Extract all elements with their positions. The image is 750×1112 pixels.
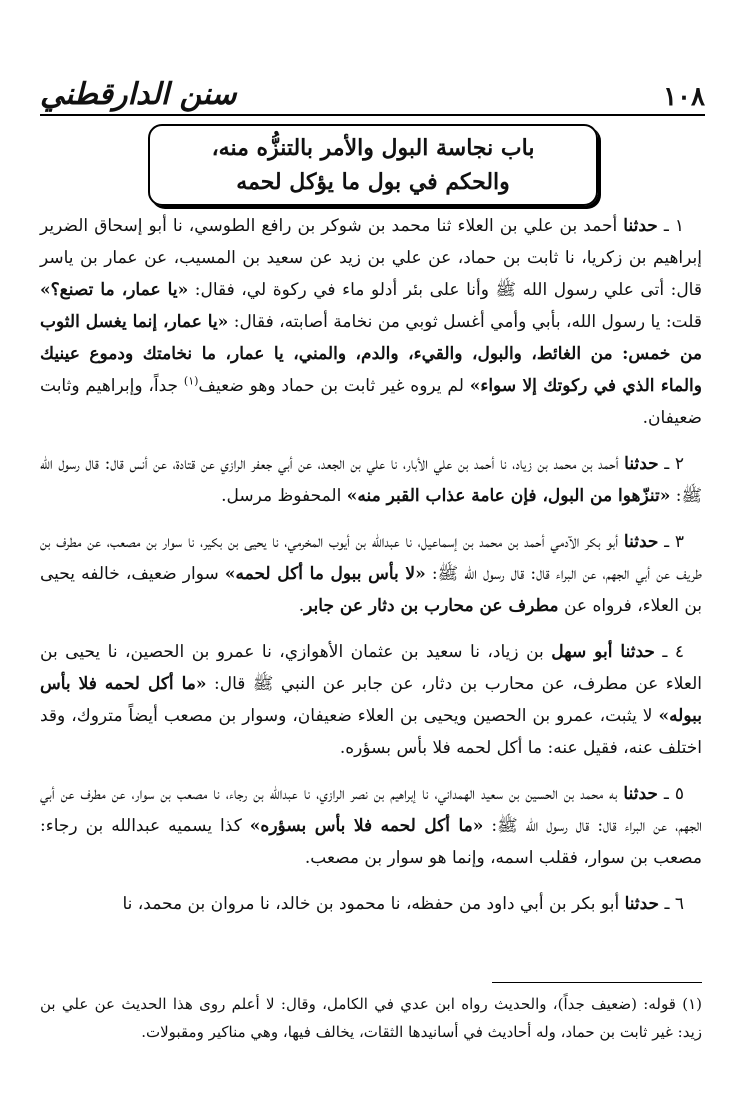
hadith-text: لا يثبت، عمرو بن الحصين ويحيى بن العلاء ضعيفان، وسوار بن مصعب أيضاً متروك، وقد اختلف عنه، فقيل عنه: ما أكل لحمه فلا بأس بسؤره. xyxy=(40,706,702,758)
hadith-number: ٥ ـ xyxy=(657,784,684,804)
hadith-6 xyxy=(40,888,702,920)
chapter-title-box xyxy=(148,124,598,206)
hadith-number: ٦ ـ xyxy=(659,894,684,914)
hadith-5 xyxy=(40,778,702,874)
hadith-number: ٤ ـ xyxy=(654,642,684,662)
hadith-2 xyxy=(40,448,702,512)
page-header xyxy=(40,62,705,112)
hadith-text: أحمد بن علي بن العلاء ثنا محمد بن شوكر بن رافع الطوسي، نا أبو إسحاق الضرير إبراهيم بن زكريا، نا ثابت بن حماد، عن علي بن زيد عن سعيد بن المسيب، عن عمار بن ياسر قال: أتى علي رسول الله ﷺ وأنا على بئر أدلو ماء في ركوة لي، فقال: xyxy=(40,216,702,300)
chapter-title-line-1: باب نجاسة البول والأمر بالتنزُّه منه، xyxy=(211,135,535,161)
hadith-text: سوار ضعيف، خالفه يحيى بن العلاء، فرواه عن xyxy=(40,564,702,616)
hadith-text: قلت: يا رسول الله، بأبي وأمي أغسل ثوبي من نخامة أصابته، فقال: xyxy=(228,312,702,332)
hadith-text: أبو بكر بن أبي داود من حفظه، نا محمود بن خالد، نا مروان بن محمد، نا xyxy=(122,894,625,914)
hadith-number: ٣ ـ xyxy=(658,532,684,552)
hadith-opening: حدثنا xyxy=(623,216,658,236)
hadith-opening: حدثنا xyxy=(623,784,658,804)
hadith-1 xyxy=(40,210,702,434)
hadith-quote: «يا عمار، إنما يغسل الثوب من خمس: من الغائط، والبول، والقيء، والدم، والمني، يا عمار، ما نخامتك ودموع عينيك والماء الذي في ركوتك إلا سواء» xyxy=(40,312,702,396)
footnote-marker: (١) xyxy=(682,995,702,1013)
hadith-text: لم يروه غير ثابت بن حماد وهو ضعيف xyxy=(198,376,470,396)
book-title: سنن الدارقطني xyxy=(40,77,237,112)
hadith-text: . xyxy=(298,596,305,616)
main-text xyxy=(40,210,702,934)
hadith-quote: «يا عمار، ما تصنع؟» xyxy=(40,280,189,300)
footnote-text: قوله: (ضعيف جداً)، والحديث رواه ابن عدي في الكامل، وقال: لا أعلم روى هذا الحديث عن علي بن زيد: غير ثابت بن حماد، وله أحاديث في أسانيدها الثقات، يخالف فيها، وهي مناكير ومقبولات. xyxy=(40,995,702,1041)
hadith-text: بن زياد، نا سعيد بن عثمان الأهوازي، نا عمرو بن الحصين، نا يحيى بن العلاء عن مطرف، عن محارب بن دثار، عن جابر عن النبي ﷺ قال: xyxy=(40,642,702,694)
hadith-text: كذا يسميه عبدالله بن رجاء: مصعب بن سوار، فقلب اسمه، وإنما هو سوار بن مصعب. xyxy=(40,816,702,868)
hadith-3 xyxy=(40,526,702,622)
footnote xyxy=(40,990,702,1046)
hadith-number: ٢ ـ xyxy=(658,454,684,474)
hadith-opening: حدثنا xyxy=(623,532,659,552)
hadith-opening: حدثنا xyxy=(624,894,660,914)
hadith-text: أبو بكر الآدمي أحمد بن محمد بن إسماعيل، نا عبدالله بن أيوب المخرمي، نا يحيى بن بكير، نا سوار بن مصعب، عن مطرف بن طريف عن أبي الجهم، عن البراء قال: قال رسول الله ﷺ: xyxy=(40,532,702,584)
hadith-text: به محمد بن الحسين بن سعيد الهمداني، نا إبراهيم بن نصر الرازي، نا عبدالله بن رجاء، نا مصعب بن سوار، عن مطرف عن أبي الجهم، عن البراء قال: قال رسول الله ﷺ: xyxy=(40,784,702,836)
hadith-number: ١ ـ xyxy=(657,216,684,236)
footnote-reference[interactable]: (١) xyxy=(183,374,199,388)
header-divider xyxy=(40,114,705,116)
hadith-quote: «تنزّهوا من البول، فإن عامة عذاب القبر منه» xyxy=(346,486,671,506)
hadith-quote: مطرف عن محارب بن دثار عن جابر xyxy=(304,596,559,616)
page-number: ١٠٨ xyxy=(663,82,705,112)
footnote-divider xyxy=(492,982,702,983)
hadith-text: المحفوظ مرسل. xyxy=(221,486,347,506)
hadith-quote: «ما أكل لحمه فلا بأس بسؤره» xyxy=(249,816,484,836)
hadith-opening: حدثنا أبو سهل xyxy=(551,642,655,662)
hadith-opening: حدثنا xyxy=(624,454,659,474)
hadith-quote: «ما أكل لحمه فلا بأس ببوله» xyxy=(40,674,702,726)
hadith-quote: «لا بأس ببول ما أكل لحمه» xyxy=(224,564,426,584)
hadith-4 xyxy=(40,636,702,764)
hadith-text: جداً، وإبراهيم وثابت ضعيفان. xyxy=(40,376,702,428)
hadith-text: أحمد بن محمد بن زياد، نا أحمد بن علي الأبار، نا علي بن الجعد، عن أبي جعفر الرازي عن قتادة، عن أنس قال: قال رسول الله ﷺ: xyxy=(40,454,702,506)
chapter-title-line-2: والحكم في بول ما يؤكل لحمه xyxy=(236,169,510,195)
